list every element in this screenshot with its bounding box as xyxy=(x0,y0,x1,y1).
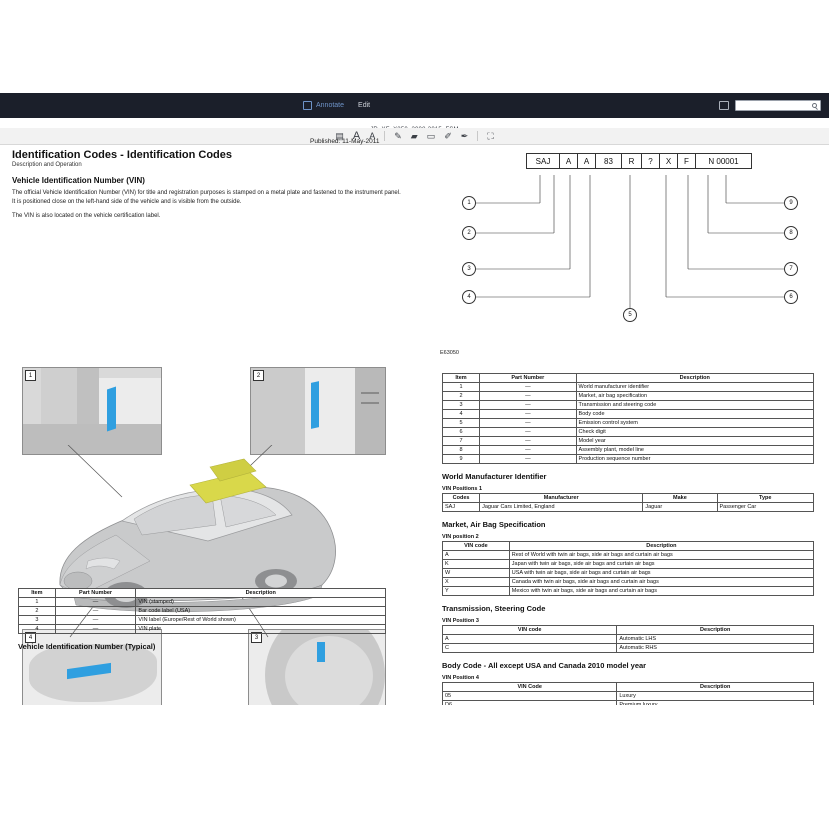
table-row xyxy=(443,455,814,464)
vin-cell-3: A xyxy=(578,153,596,169)
vin-cell-8: F xyxy=(678,153,696,169)
table-row xyxy=(443,503,814,512)
cell-desc: Automatic RHS xyxy=(617,644,814,653)
table-row xyxy=(443,560,814,569)
annotate-label: Annotate xyxy=(316,102,345,109)
table-row xyxy=(443,392,814,401)
cell-item: 4 xyxy=(443,410,480,419)
cell-desc: Japan with twin air bags, side air bags and curtain air bags xyxy=(509,560,813,569)
cell-desc: Emission control system xyxy=(576,419,813,428)
panel-number-1: 1 xyxy=(25,370,36,381)
vin-code-strip xyxy=(526,153,752,169)
table-header-row xyxy=(443,683,814,692)
wmi-table xyxy=(442,493,814,512)
table-row xyxy=(443,419,814,428)
text-size-small-icon[interactable]: A xyxy=(369,130,376,141)
cell-code: X xyxy=(443,578,510,587)
cell-desc: Market, air bag specification xyxy=(576,392,813,401)
bookmark-icon[interactable]: ▤ xyxy=(335,130,344,141)
cell-desc: Body code xyxy=(576,410,813,419)
market-table xyxy=(442,541,814,596)
col-vin-code: VIN code xyxy=(443,542,510,551)
cell-desc: World manufacturer identifier xyxy=(576,383,813,392)
cell-code: A xyxy=(443,551,510,560)
cell-item: 8 xyxy=(443,446,480,455)
vin-callout-diagram xyxy=(440,175,820,356)
table-row xyxy=(443,401,814,410)
callout-1: 1 xyxy=(462,196,476,210)
cell-code: A xyxy=(443,635,617,644)
cell-desc: Automatic LHS xyxy=(617,635,814,644)
cell-desc: Luxury xyxy=(617,692,814,701)
cell-desc: Model year xyxy=(576,437,813,446)
cell-part: — xyxy=(480,401,576,410)
cell-part: — xyxy=(55,616,136,625)
cell-item: 4 xyxy=(19,625,56,634)
table-row xyxy=(443,587,814,596)
annotation-toolbar xyxy=(0,128,829,145)
callout-8: 8 xyxy=(784,226,798,240)
edit-button[interactable]: Edit xyxy=(358,102,371,109)
caption-wmi: VIN Positions 1 xyxy=(442,486,483,492)
cell-desc: Bar code label (USA) xyxy=(136,607,386,616)
cell-part: — xyxy=(480,383,576,392)
text-size-large-icon[interactable]: A xyxy=(352,129,361,142)
panel-number-4: 4 xyxy=(25,632,36,643)
document-page xyxy=(0,138,829,705)
cell-item: 7 xyxy=(443,437,480,446)
annotate-icon xyxy=(303,101,312,110)
caption-body-code: VIN Position 4 xyxy=(442,675,479,681)
table-row xyxy=(443,437,814,446)
cell-desc: Rest of World with twin air bags, side air bags and curtain air bags xyxy=(509,551,813,560)
cell-item: 3 xyxy=(19,616,56,625)
cell-part: — xyxy=(480,419,576,428)
callout-6: 6 xyxy=(784,290,798,304)
table-row xyxy=(443,569,814,578)
cell-manufacturer: Jaguar Cars Limited, England xyxy=(480,503,643,512)
toolbar-right-group xyxy=(719,100,829,111)
col-item: Item xyxy=(443,374,480,383)
cell-item: 2 xyxy=(19,607,56,616)
breadcrumb-bar xyxy=(0,118,829,128)
callout-7: 7 xyxy=(784,262,798,276)
cell-part: — xyxy=(480,455,576,464)
table-row xyxy=(443,635,814,644)
cell-part: — xyxy=(55,607,136,616)
table-row xyxy=(19,616,386,625)
vin-items-table xyxy=(442,373,814,464)
cell-item: 5 xyxy=(443,419,480,428)
cell-code: W xyxy=(443,569,510,578)
page-title: Identification Codes - Identification Codes xyxy=(12,149,233,161)
printer-icon[interactable] xyxy=(719,101,729,110)
cell-item: 3 xyxy=(443,401,480,410)
col-part-number: Part Number xyxy=(480,374,576,383)
paragraph-2: The VIN is also located on the vehicle certification label. xyxy=(12,213,161,220)
cell-desc: Transmission and steering code xyxy=(576,401,813,410)
col-vin-code: VIN Code xyxy=(443,683,617,692)
cell-code: SAJ xyxy=(443,503,480,512)
cell-desc: Production sequence number xyxy=(576,455,813,464)
left-parts-table-wrap xyxy=(18,588,386,654)
table-row xyxy=(443,383,814,392)
cell-desc: VIN plate xyxy=(136,625,386,634)
table-header-row xyxy=(443,374,814,383)
col-part-number: Part Number xyxy=(55,589,136,598)
table-row xyxy=(443,410,814,419)
top-strip xyxy=(0,0,829,17)
vin-location-figure xyxy=(0,145,410,645)
col-item: Item xyxy=(19,589,56,598)
table-row xyxy=(443,446,814,455)
page-subtitle: Description and Operation xyxy=(12,162,82,168)
table-row xyxy=(443,578,814,587)
note-icon[interactable]: ▭ xyxy=(426,130,436,141)
col-manufacturer: Manufacturer xyxy=(480,494,643,503)
table-header-row xyxy=(443,626,814,635)
cell-desc: Canada with twin air bags, side air bags and curtain air bags xyxy=(509,578,813,587)
cell-desc: VIN label (Europe/Rest of World shown) xyxy=(136,616,386,625)
table-header-row xyxy=(19,589,386,598)
cell-part: — xyxy=(480,446,576,455)
figure-code-right: E63050 xyxy=(440,350,459,356)
left-parts-table xyxy=(18,588,386,634)
col-type: Type xyxy=(717,494,813,503)
pen-icon[interactable]: ✒ xyxy=(460,130,469,141)
annotate-button[interactable] xyxy=(303,101,344,110)
vin-cell-1: SAJ xyxy=(526,153,560,169)
table-row xyxy=(443,551,814,560)
cell-desc: Assembly plant, model line xyxy=(576,446,813,455)
toolbar-divider-2 xyxy=(477,131,478,141)
col-description: Description xyxy=(509,542,813,551)
col-make: Make xyxy=(643,494,717,503)
cell-code: 05 xyxy=(443,692,617,701)
vin-cell-2: A xyxy=(560,153,578,169)
search-input[interactable] xyxy=(735,100,821,111)
heading-wmi: World Manufacturer Identifier xyxy=(442,472,547,481)
pencil-icon[interactable]: ✎ xyxy=(394,130,402,141)
search-icon xyxy=(812,103,817,108)
fullscreen-icon[interactable]: ⛶ xyxy=(487,130,494,141)
cell-part: — xyxy=(480,392,576,401)
cell-make: Jaguar xyxy=(643,503,717,512)
cell-item: 2 xyxy=(443,392,480,401)
col-description: Description xyxy=(576,374,813,383)
heading-market: Market, Air Bag Specification xyxy=(442,520,546,529)
col-description: Description xyxy=(617,626,814,635)
cell-part: — xyxy=(480,410,576,419)
vin-cell-9: N 00001 xyxy=(696,153,752,169)
section-heading-typical: Vehicle Identification Number (Typical) xyxy=(18,642,156,651)
callout-9: 9 xyxy=(784,196,798,210)
transmission-table xyxy=(442,625,814,653)
viewer-toolbar xyxy=(0,93,829,118)
col-vin-code: VIN code xyxy=(443,626,617,635)
figure-panel-2 xyxy=(250,367,386,455)
panel-number-2: 2 xyxy=(253,370,264,381)
caption-market: VIN position 2 xyxy=(442,534,479,540)
vin-items-table-wrap xyxy=(442,373,814,728)
callout-5: 5 xyxy=(623,308,637,322)
cell-item: 9 xyxy=(443,455,480,464)
cell-code: C xyxy=(443,644,617,653)
callout-3: 3 xyxy=(462,262,476,276)
cell-code: Y xyxy=(443,587,510,596)
eraser-icon[interactable]: ✐ xyxy=(444,130,452,141)
table-row xyxy=(443,692,814,701)
cell-part: — xyxy=(480,428,576,437)
cell-type: Passenger Car xyxy=(717,503,813,512)
vin-cell-5: R xyxy=(622,153,642,169)
section-heading-vin: Vehicle Identification Number (VIN) xyxy=(12,176,145,185)
table-row xyxy=(19,625,386,634)
heading-body-code: Body Code - All except USA and Canada 2010 model year xyxy=(442,661,647,670)
cell-item: 6 xyxy=(443,428,480,437)
cell-part: — xyxy=(55,598,136,607)
panel-number-3: 3 xyxy=(251,632,262,643)
table-header-row xyxy=(443,542,814,551)
callout-4: 4 xyxy=(462,290,476,304)
published-date: Published: 11-May-2011 xyxy=(310,138,380,145)
table-header-row xyxy=(443,494,814,503)
page-bottom-area xyxy=(0,705,829,829)
vin-cell-4: 83 xyxy=(596,153,622,169)
cell-part: — xyxy=(480,437,576,446)
col-codes: Codes xyxy=(443,494,480,503)
cell-item: 1 xyxy=(443,383,480,392)
figure-panel-1 xyxy=(22,367,162,455)
table-row xyxy=(19,598,386,607)
cell-desc: USA with twin air bags, side air bags and curtain air bags xyxy=(509,569,813,578)
table-row xyxy=(443,644,814,653)
toolbar-divider xyxy=(384,131,385,141)
table-row xyxy=(443,428,814,437)
cell-item: 1 xyxy=(19,598,56,607)
table-row xyxy=(19,607,386,616)
cell-desc: Mexico with twin air bags, side air bags and curtain air bags xyxy=(509,587,813,596)
cell-part: — xyxy=(55,625,136,634)
col-description: Description xyxy=(617,683,814,692)
highlighter-icon[interactable]: ▰ xyxy=(410,130,418,141)
vin-cell-7: X xyxy=(660,153,678,169)
caption-transmission: VIN Position 3 xyxy=(442,618,479,624)
col-description: Description xyxy=(136,589,386,598)
cell-code: K xyxy=(443,560,510,569)
paragraph-1: The official Vehicle Identification Number (VIN) for title and registration purposes is stamped on a metal plate and fastened to the instrument panel. It is positioned close on the left-hand side of the vehicle and is visible from the outside. xyxy=(12,190,401,205)
callout-2: 2 xyxy=(462,226,476,240)
cell-desc: Check digit xyxy=(576,428,813,437)
vin-cell-6: ? xyxy=(642,153,660,169)
cell-desc: VIN (stamped) xyxy=(136,598,386,607)
heading-transmission: Transmission, Steering Code xyxy=(442,604,546,613)
